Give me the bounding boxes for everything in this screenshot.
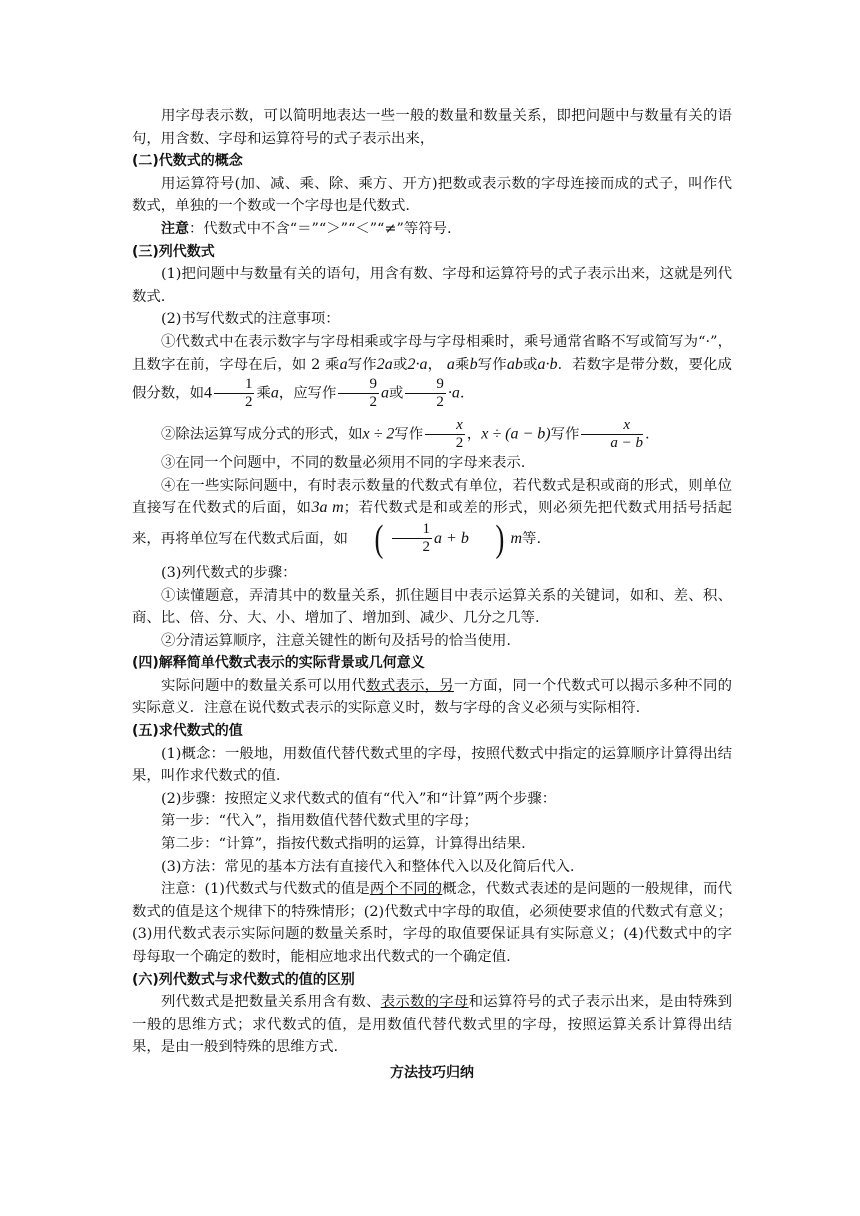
sec5-paragraph-1: (1)概念：一般地，用数值代替代数式里的字母，按照代数式中指定的运算顺序计算得出结果，叫作求代数式的值.: [132, 745, 732, 785]
sec4-paragraph: [132, 675, 732, 720]
denominator: 2: [436, 394, 444, 411]
rule-2-text: ，: [466, 426, 482, 443]
fraction-x-over-a-minus-b: [581, 417, 643, 452]
fraction-one-half: [214, 376, 255, 411]
sec5-paragraph-2: (2)步骤：按照定义求代数式的值有“代入”和“计算”两个步骤：: [161, 790, 557, 807]
math-ab: ab: [506, 355, 523, 373]
rule-1-text: ，: [427, 356, 443, 373]
rule-4-text: 等.: [522, 530, 542, 547]
sec5-step-2: 第二步：“计算”，指按代数式指明的运算，计算得出结果.: [161, 836, 526, 853]
math-a: a: [339, 355, 348, 373]
math-2-dot-a: 2·a: [407, 355, 428, 373]
math-a: a: [446, 355, 455, 373]
rule-1-text: 写作: [347, 356, 377, 373]
left-paren: (: [374, 517, 384, 560]
math-a: a: [380, 384, 389, 402]
rule-1-text: 乘: [454, 356, 470, 373]
fraction-nine-halves: [405, 376, 446, 411]
numerator: 1: [214, 376, 255, 394]
rule-1-text: 或: [392, 356, 408, 373]
rule-4-text: ④在一些实际问题中，有时表示数量的代数式有单位，若代数式是积或商的形式，则单位直接写在代数式的后面，如: [132, 477, 732, 517]
sec4-text: 一方面，同一个代数式可以揭示多种不同的实际意义．注意在说代数式表示的实际意义时，数与字母的含义必须与实际相符.: [132, 677, 732, 717]
sec6-underlined-text: 表示数的字母: [380, 994, 469, 1011]
sec4-text: 实际问题中的数量关系可以用代: [161, 677, 367, 694]
numerator: x: [581, 417, 643, 435]
math-a: a: [270, 384, 279, 402]
math-a-plus-b: a + b: [434, 529, 469, 547]
mixed-number-whole: 4: [203, 384, 212, 402]
math-a-dot-b: a·b: [537, 355, 558, 373]
rule-1-text: 或: [522, 356, 538, 373]
sec5-underlined-text: 两个不同的: [369, 881, 443, 898]
rule-1-text: 写作: [477, 356, 507, 373]
right-paren: ): [495, 517, 505, 560]
denominator: 2: [455, 435, 464, 452]
math-2a: 2a: [376, 355, 393, 373]
math-m: m: [510, 529, 523, 547]
numerator: 1: [392, 521, 433, 539]
math-dot-a: ·a: [447, 384, 460, 402]
section-heading-4: (四)解释简单代数式表示的实际背景或几何意义: [132, 655, 425, 672]
math-x-div-2: x ÷ 2: [362, 425, 395, 443]
rule-1-text: 乘: [256, 385, 271, 402]
rule-1-text: .: [459, 385, 465, 402]
denominator: 2: [422, 539, 431, 556]
sec5-note-text: 概念，代数式表述的是问题的一般规律，而代数式的值是这个规律下的特殊情形；(2)代数式中字母的取值，必须使要求值的代数式有意义；(3)用代数式表示实际问题的数量关系时，字母的取值要保证具有实际意义；(4)代数式中的字母每取一个确定的数时，能相应地求出代数式的一个确定值.: [132, 881, 732, 965]
fraction-nine-halves: [338, 376, 379, 411]
sec2-paragraph: 用运算符号(加、减、乘、除、乘方、开方)把数或表示数的字母连接而成的式子，叫作代数式，单独的一个数或一个字母也是代数式.: [132, 175, 732, 215]
sec4-underlined-text: 数式表示，另: [366, 677, 454, 694]
sec5-note-text: 注意：(1)代数式与代数式的值是: [161, 881, 370, 898]
rule-1-text: ①代数式中在表示数字与字母相乘或字母与字母相乘时，乘号通常省略不写或简写为“·”，且数字在前，字母在后，如 2 乘: [132, 333, 732, 373]
section-heading-5: (五)求代数式的值: [132, 723, 243, 740]
note-text: ：代数式中不含“＝”“＞”“＜”“≠”等符号.: [189, 220, 452, 237]
method-summary-title: 方法技巧归纳: [390, 1064, 474, 1081]
rule-1-text: ．若数字是带分数，要化成假分数，如: [132, 356, 732, 402]
step-2: ②分清运算顺序，注意关键性的断句及括号的恰当使用.: [161, 632, 511, 649]
sec3-paragraph-3: (3)列代数式的步骤：: [161, 564, 297, 581]
rule-4-text: ；若代数式是和或差的形式，则必须先把代数式用括号括起来，再将单位写在代数式后面，如: [132, 500, 732, 547]
numerator: 9: [405, 376, 446, 394]
fraction-one-half: [392, 521, 433, 556]
math-3a-m: 3a m: [311, 499, 344, 517]
rule-2-text: 写作: [394, 426, 424, 443]
section-heading-2: (二)代数式的概念: [132, 153, 243, 170]
step-1: ①读懂题意，弄清其中的数量关系，抓住题目中表示运算关系的关键词，如和、差、积、商、比、倍、分、大、小、增加了、增加到、减少、几分之几等.: [132, 587, 732, 627]
math-x-div-a-minus-b: x ÷ (a − b): [481, 425, 551, 443]
rule-1-text: ，应写作: [278, 385, 337, 402]
sec6-text: 列代数式是把数量关系用含有数、: [161, 994, 381, 1011]
note-label: 注意: [161, 220, 189, 237]
sec5-note: [132, 878, 732, 968]
denominator: 2: [244, 394, 253, 411]
intro-paragraph: 用字母表示数，可以简明地表达一些一般的数量和数量关系，即把问题中与数量有关的语句，用含数、字母和运算符号的式子表示出来，: [132, 108, 732, 147]
fraction-x-over-2: [425, 417, 465, 452]
rule-4: [132, 475, 732, 558]
rule-2-text: .: [645, 426, 650, 443]
numerator: 9: [338, 376, 379, 394]
sec2-note: [132, 218, 732, 241]
sec6-text: 和运算符号的式子表示出来，是由特殊到一般的思维方式；求代数式的值，是用数值代替代数式里的字母，按照运算关系计算得出结果，是由一般到特殊的思维方式.: [132, 994, 732, 1056]
section-heading-6: (六)列代数式与求代数式的值的区别: [132, 971, 355, 988]
document-content: [132, 105, 732, 1085]
sec5-paragraph-3: (3)方法：常见的基本方法有直接代入和整体代入以及化简后代入.: [161, 858, 575, 875]
rule-2-text: ②除法运算写成分式的形式，如: [161, 426, 363, 443]
numerator: x: [425, 417, 465, 435]
rule-2-text: 写作: [550, 426, 580, 443]
sec3-paragraph-1: (1)把问题中与数量有关的语句，用含有数、字母和运算符号的式子表示出来，这就是列代数式.: [132, 266, 732, 305]
denominator: 2: [369, 394, 377, 411]
rule-1-text: 或: [388, 385, 404, 402]
sec6-paragraph: [132, 991, 732, 1059]
rule-3: ③在同一个问题中，不同的数量必须用不同的字母来表示.: [161, 455, 526, 472]
sec5-step-1: 第一步：“代入”，指用数值代替代数式里的字母；: [161, 813, 478, 830]
math-b: b: [469, 355, 478, 373]
section-heading-3: (三)列代数式: [132, 243, 215, 260]
rule-2: [132, 411, 732, 452]
rule-1: [132, 331, 732, 411]
sec3-paragraph-2: (2)书写代数式的注意事项：: [161, 311, 340, 328]
denominator: a − b: [610, 435, 644, 452]
